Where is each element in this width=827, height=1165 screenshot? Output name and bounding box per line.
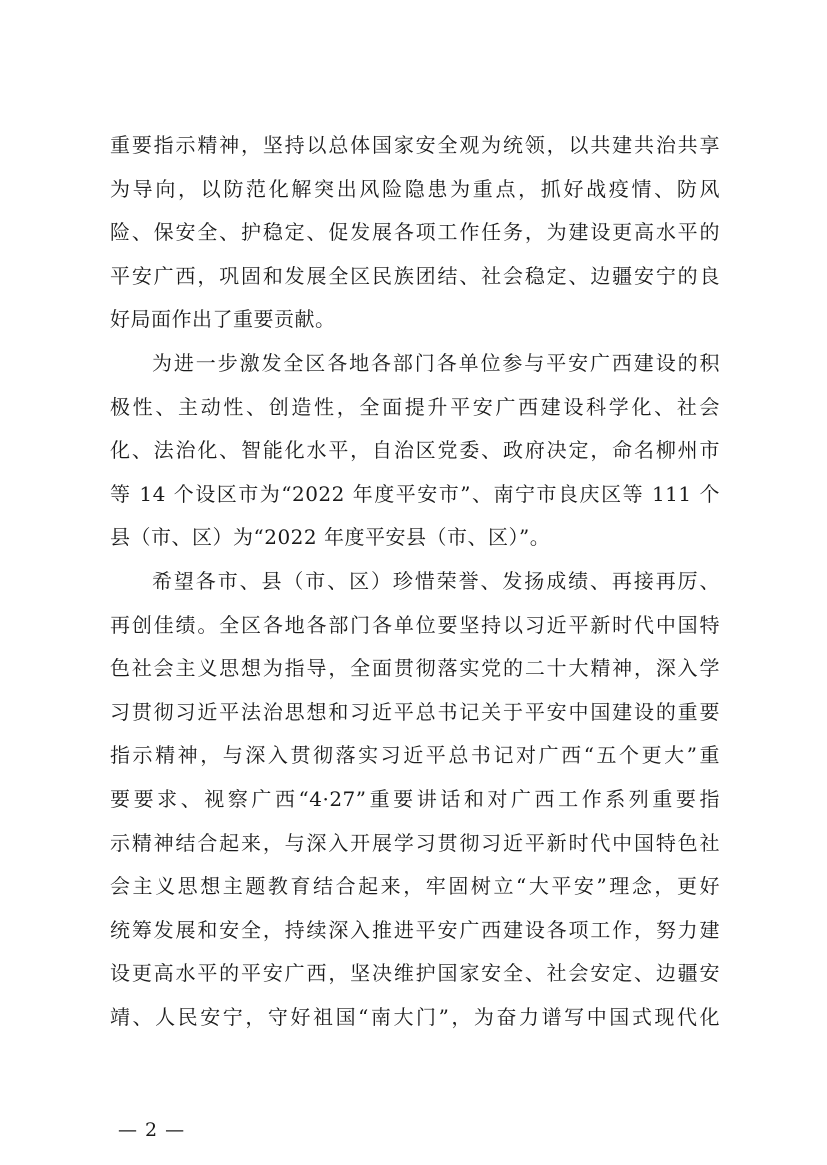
text-line: 重要指示精神，坚持以总体国家安全观为统领，以共建共治共享 xyxy=(110,133,720,157)
text-line: 为导向，以防范化解突出风险隐患为重点，抓好战疫情、防风 xyxy=(110,176,720,201)
text-line: 示精神结合起来，与深入开展学习贯彻习近平新时代中国特色社 xyxy=(110,830,720,855)
text-line: 会主义思想主题教育结合起来，牢固树立“大平安”理念，更好 xyxy=(110,874,720,899)
text-line: 要要求、视察广西“4·27”重要讲话和对广西工作系列重要指 xyxy=(110,786,720,811)
text-line: 平安广西，巩固和发展全区民族团结、社会稳定、边疆安宁的良 xyxy=(110,263,720,288)
text-line: 化、法治化、智能化水平，自治区党委、政府决定，命名柳州市 xyxy=(110,438,720,463)
text-line: 统筹发展和安全，持续深入推进平安广西建设各项工作，努力建 xyxy=(110,917,720,942)
text-line: 指示精神，与深入贯彻落实习近平总书记对广西“五个更大”重 xyxy=(110,743,720,768)
text-line: 极性、主动性、创造性，全面提升平安广西建设科学化、社会 xyxy=(110,394,720,419)
paragraph-start-line: 希望各市、县（市、区）珍惜荣誉、发扬成绩、再接再厉、 xyxy=(152,568,720,593)
page-number: — 2 — xyxy=(118,1119,186,1141)
text-line: 再创佳绩。全区各地各部门各单位要坚持以习近平新时代中国特 xyxy=(110,612,720,637)
text-line: 险、保安全、护稳定、促发展各项工作任务，为建设更高水平的 xyxy=(110,220,720,245)
text-line: 色社会主义思想为指导，全面贯彻落实党的二十大精神，深入学 xyxy=(110,656,720,681)
text-line: 好局面作出了重要贡献。 xyxy=(110,307,336,332)
text-line: 县（市、区）为“2022 年度平安县（市、区）”。 xyxy=(110,525,551,550)
text-line: 习贯彻习近平法治思想和习近平总书记关于平安中国建设的重要 xyxy=(110,699,720,724)
body-text xyxy=(110,124,720,1039)
text-line: 设更高水平的平安广西，坚决维护国家安全、社会安定、边疆安 xyxy=(110,961,720,986)
text-line: 等 14 个设区市为“2022 年度平安市”、南宁市良庆区等 111 个 xyxy=(110,481,720,506)
paragraph-start-line: 为进一步激发全区各地各部门各单位参与平安广西建设的积 xyxy=(152,350,720,375)
text-line: 靖、人民安宁，守好祖国“南大门”，为奋力谱写中国式现代化 xyxy=(110,1004,720,1029)
